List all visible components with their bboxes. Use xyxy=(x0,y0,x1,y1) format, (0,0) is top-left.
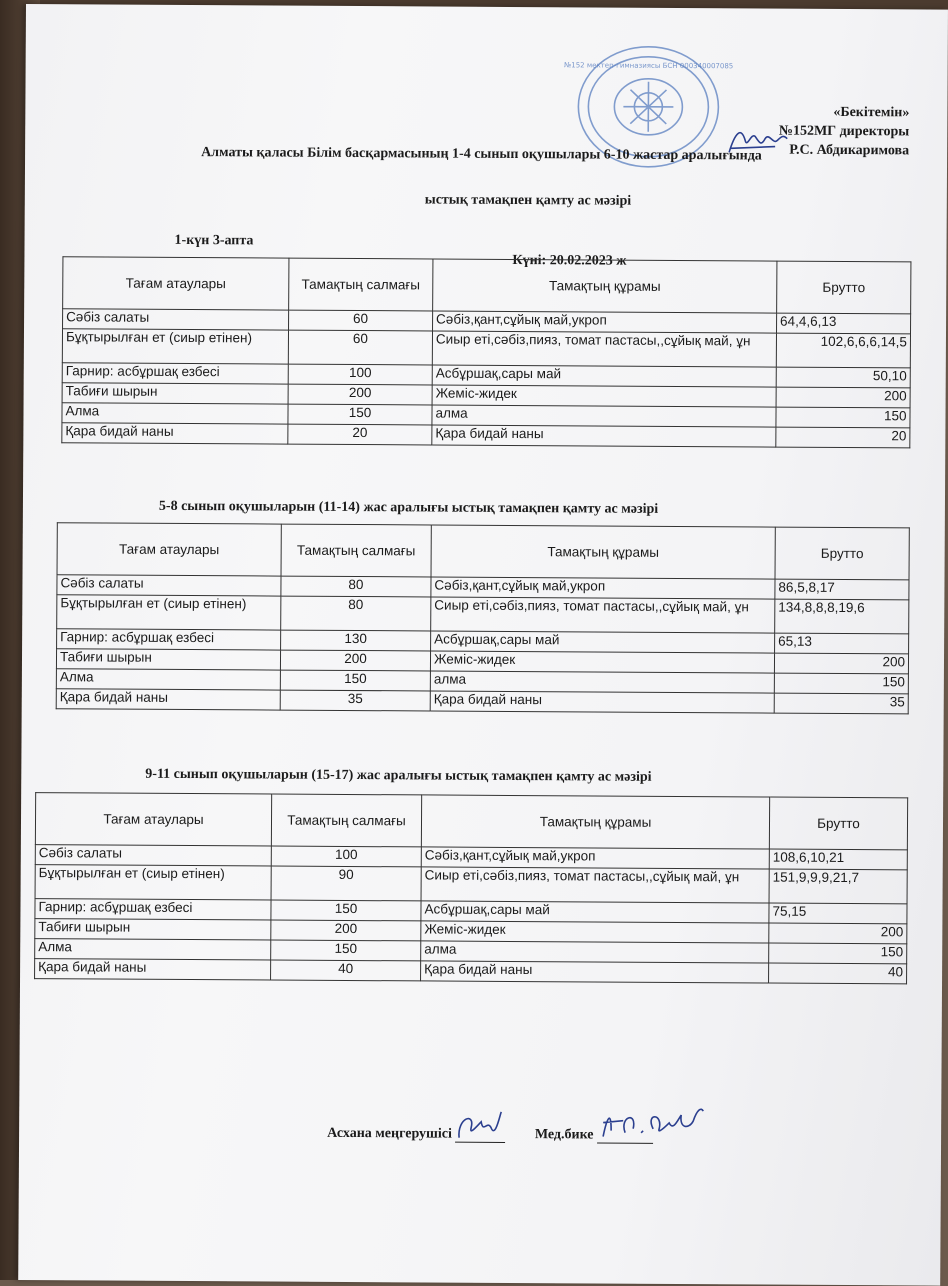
dish-name: Сәбіз салаты xyxy=(57,575,281,596)
col-header-name: Тағам атаулары xyxy=(57,523,281,576)
nurse-label: Мед.бике xyxy=(534,1127,594,1143)
dish-name: Табиғи шырын xyxy=(35,919,271,940)
col-header-weight: Тамақтың салмағы xyxy=(271,794,421,847)
dish-composition: Сиыр еті,сәбіз,пияз, томат пастасы,,сұйық май, ұн xyxy=(432,331,776,367)
dish-composition: Сәбіз,қант,сұйық май,укроп xyxy=(431,577,775,599)
dish-composition: Асбұршақ,сары май xyxy=(421,901,769,923)
dish-brutto: 200 xyxy=(776,387,910,408)
col-header-composition: Тамақтың құрамы xyxy=(431,525,775,579)
dish-brutto: 64,4,6,13 xyxy=(777,313,911,334)
dish-brutto: 150 xyxy=(774,673,908,694)
dish-weight: 150 xyxy=(271,940,421,961)
dish-name: Алма xyxy=(56,669,280,690)
dish-name: Табиғи шырын xyxy=(62,383,288,404)
dish-weight: 150 xyxy=(280,670,430,691)
dish-brutto: 40 xyxy=(769,963,907,984)
day-week: 1-күн 3-апта xyxy=(174,232,254,249)
col-header-composition: Тамақтың құрамы xyxy=(433,259,777,313)
dish-weight: 200 xyxy=(280,650,430,671)
menu-table-grades-1-4 xyxy=(61,256,911,448)
col-header-name: Тағам атаулары xyxy=(63,257,289,310)
dish-name: Бұқтырылған ет (сиыр етінен) xyxy=(35,865,271,900)
dish-weight: 80 xyxy=(281,576,431,597)
dish-name: Алма xyxy=(35,939,271,960)
dish-name: Бұқтырылған ет (сиыр етінен) xyxy=(62,329,288,364)
dish-name: Қара бидай наны xyxy=(35,959,271,980)
dish-composition: Асбұршақ,сары май xyxy=(432,365,776,387)
dish-weight: 40 xyxy=(271,960,421,981)
dish-composition: алма xyxy=(430,671,774,693)
table-row xyxy=(62,329,910,368)
dish-name: Қара бидай наны xyxy=(62,423,288,444)
canteen-head-signature-icon xyxy=(455,1108,505,1142)
dish-composition: Асбұршақ,сары май xyxy=(431,631,775,653)
canteen-head-signature-line xyxy=(455,1128,505,1143)
document-page xyxy=(18,4,948,1286)
dish-brutto: 35 xyxy=(774,693,908,714)
dish-brutto: 50,10 xyxy=(776,367,910,388)
dish-weight: 150 xyxy=(288,404,432,425)
col-header-brutto: Брутто xyxy=(769,797,907,850)
table-header-row xyxy=(35,793,907,850)
col-header-weight: Тамақтың салмағы xyxy=(281,524,431,577)
dish-name: Гарнир: асбұршақ езбесі xyxy=(35,899,271,920)
section-title-grades-5-8: 5-8 сынып оқушыларын (11-14) жас аралығы ыстық тамақпен қамту ас мәзірі xyxy=(158,498,659,517)
menu-date: Күні: 20.02.2023 ж xyxy=(512,252,627,269)
table-row xyxy=(56,689,908,714)
approve-name: Р.С. Абдикаримова xyxy=(789,142,910,159)
menu-table-grades-5-8 xyxy=(56,522,910,714)
dish-brutto: 151,9,9,9,21,7 xyxy=(769,869,907,904)
menu-title-line1: Алматы қаласы Білім басқармасының 1-4 сынып оқушылары 6-10 жастар аралығында xyxy=(201,145,762,164)
nurse-signature-line xyxy=(597,1129,653,1144)
dish-name: Гарнир: асбұршақ езбесі xyxy=(57,629,281,650)
dish-weight: 20 xyxy=(288,424,432,445)
table-row xyxy=(62,423,910,448)
dish-composition: Жеміс-жидек xyxy=(432,385,776,407)
dish-name: Бұқтырылған ет (сиыр етінен) xyxy=(57,595,281,630)
dish-composition: Қара бидай наны xyxy=(432,425,776,447)
col-header-composition: Тамақтың құрамы xyxy=(421,795,769,849)
table-header-row xyxy=(63,257,911,314)
approve-director: №152МГ директоры xyxy=(778,123,910,140)
dish-composition: Қара бидай наны xyxy=(421,961,769,983)
dish-brutto: 200 xyxy=(769,923,907,944)
dish-name: Алма xyxy=(62,403,288,424)
table-row xyxy=(57,595,909,634)
dish-composition: Жеміс-жидек xyxy=(421,921,769,943)
dish-composition: Жеміс-жидек xyxy=(430,651,774,673)
approve-label: «Бекітемін» xyxy=(833,104,910,121)
col-header-brutto: Брутто xyxy=(775,527,909,580)
dish-composition: алма xyxy=(432,405,776,427)
menu-title-line2: ыстық тамақпен қамту ас мәзірі xyxy=(424,192,632,209)
dish-brutto: 200 xyxy=(774,653,908,674)
dish-weight: 60 xyxy=(289,310,433,331)
dish-composition: Сиыр еті,сәбіз,пияз, томат пастасы,,сұйық май, ұн xyxy=(431,597,775,633)
dish-weight: 200 xyxy=(271,920,421,941)
dish-weight: 90 xyxy=(271,866,421,901)
dish-weight: 35 xyxy=(280,690,430,711)
dish-name: Сәбіз салаты xyxy=(63,309,289,330)
dish-brutto: 75,15 xyxy=(769,903,907,924)
dish-brutto: 150 xyxy=(776,407,910,428)
dish-weight: 80 xyxy=(281,596,431,631)
dish-weight: 200 xyxy=(288,384,432,405)
dish-brutto: 65,13 xyxy=(775,633,909,654)
dish-brutto: 150 xyxy=(769,943,907,964)
nurse-signature-icon xyxy=(597,1103,707,1144)
dish-brutto: 86,5,8,17 xyxy=(775,579,909,600)
dish-brutto: 20 xyxy=(776,427,910,448)
dish-weight: 130 xyxy=(281,630,431,651)
dish-weight: 60 xyxy=(288,330,432,365)
table-row xyxy=(35,865,907,904)
dish-composition: Сиыр еті,сәбіз,пияз, томат пастасы,,сұйық май, ұн xyxy=(421,867,769,903)
dish-name: Табиғи шырын xyxy=(56,649,280,670)
dish-composition: Қара бидай наны xyxy=(430,691,774,713)
col-header-weight: Тамақтың салмағы xyxy=(289,258,433,311)
footer-signatures xyxy=(327,1126,653,1144)
dish-brutto: 108,6,10,21 xyxy=(769,849,907,870)
stamp-text: №152 мектеп-гимназиясы БСН 000340007085 xyxy=(563,61,734,71)
dish-composition: алма xyxy=(421,941,769,963)
table-row xyxy=(35,959,907,984)
dish-composition: Сәбіз,қант,сұйық май,укроп xyxy=(421,847,769,869)
section-title-grades-9-11: 9-11 сынып оқушыларын (15-17) жас аралығы ыстық тамақпен қамту ас мәзірі xyxy=(145,766,652,785)
dish-name: Гарнир: асбұршақ езбесі xyxy=(62,363,288,384)
dish-composition: Сәбіз,қант,сұйық май,укроп xyxy=(433,311,777,333)
dish-name: Сәбіз салаты xyxy=(35,845,271,866)
dish-weight: 100 xyxy=(288,364,432,385)
col-header-name: Тағам атаулары xyxy=(35,793,271,846)
dish-weight: 150 xyxy=(271,900,421,921)
dish-weight: 100 xyxy=(271,846,421,867)
dish-brutto: 102,6,6,6,14,5 xyxy=(776,333,910,368)
col-header-brutto: Брутто xyxy=(777,261,911,314)
canteen-head-label: Асхана меңгерушісі xyxy=(327,1125,452,1142)
table-header-row xyxy=(57,523,909,580)
dish-name: Қара бидай наны xyxy=(56,689,280,710)
menu-table-grades-9-11 xyxy=(34,792,908,984)
dish-brutto: 134,8,8,8,19,6 xyxy=(775,599,909,634)
